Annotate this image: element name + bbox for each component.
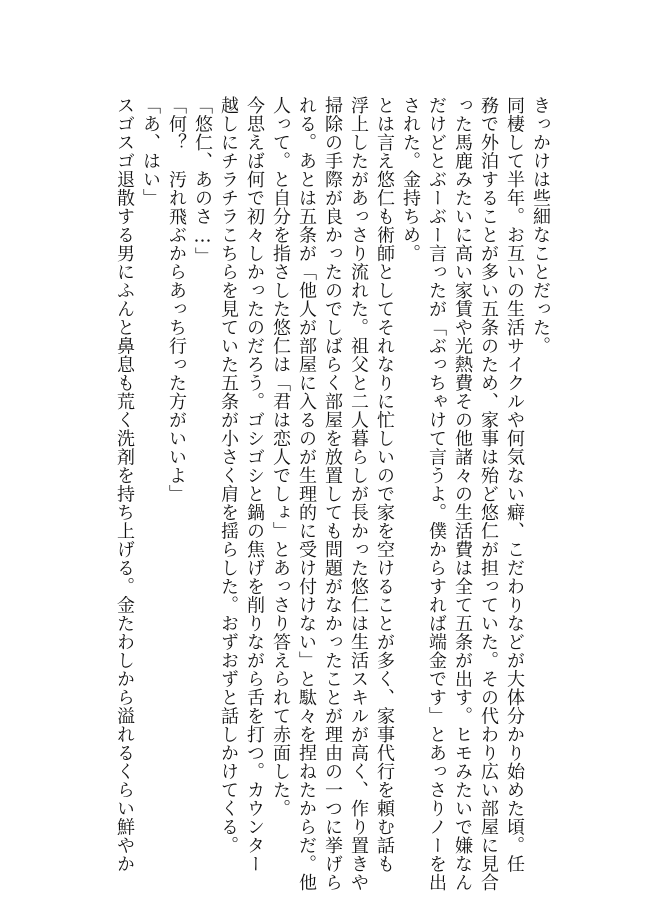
- text-line-9: 掃除の手際が良かったのでしばらく部屋を放置しても問題がなかったことが理由の一つに挙げら: [322, 96, 343, 892]
- text-line-13: 越しにチラチラこちらを見ていた五条が小さく肩を揺らした。おずおずと話しかけてくる。: [218, 96, 239, 855]
- text-line-10: れる。あとは五条が「他人が部屋に入るのが生理的に受け付けない」と駄々を捏ねたからだ。他: [296, 96, 317, 892]
- text-line-1: きっかけは些細なことだった。: [530, 96, 551, 355]
- text-line-14: 「悠仁、あのさ…」: [192, 96, 213, 266]
- text-line-11: 人って。と自分を指さした悠仁は「君は恋人でしょ」とあっさり答えられて赤面した。: [270, 96, 291, 818]
- text-line-6: された。金持ちめ。: [400, 96, 421, 263]
- text-line-4: った馬鹿みたいに高い家賃や光熱費その他諸々の生活費は全て五条が出す。ヒモみたいで嫌なん: [452, 96, 473, 892]
- text-line-2: 同棲して半年。お互いの生活サイクルや何気ない癖、こだわりなどが大体分かり始めた頃。任: [504, 96, 525, 873]
- text-line-5: だけどとぶーぶー言ったが「ぶっちゃけて言うよ。僕からすれば端金です」とあっさりノーを出: [426, 96, 447, 892]
- vertical-text-block: [111, 96, 553, 892]
- text-line-8: 浮上したがあっさり流れた。祖父と二人暮らしが長かった悠仁は生活スキルが高く、作り置きや: [348, 96, 369, 892]
- text-line-17: スゴスゴ退散する男にふんと鼻息も荒く洗剤を持ち上げる。金たわしから溢れるくらい鮮やか: [114, 96, 135, 873]
- text-line-15: 「何？ 汚れ飛ぶからあっち行った方がいいよ」: [166, 96, 187, 503]
- text-line-3: 務で外泊することが多い五条のため、家事は殆ど悠仁が担っていた。その代わり広い部屋に見合: [478, 96, 499, 892]
- text-line-12: 今思えば何で初々しかったのだろう。ゴシゴシと鍋の焦げを削りながら舌を打つ。カウンター: [244, 96, 265, 873]
- text-line-16: 「あ、はい」: [140, 96, 161, 207]
- text-line-7: とは言え悠仁も術師としてそれなりに忙しいので家を空けることが多く、家事代行を頼む話も: [374, 96, 395, 873]
